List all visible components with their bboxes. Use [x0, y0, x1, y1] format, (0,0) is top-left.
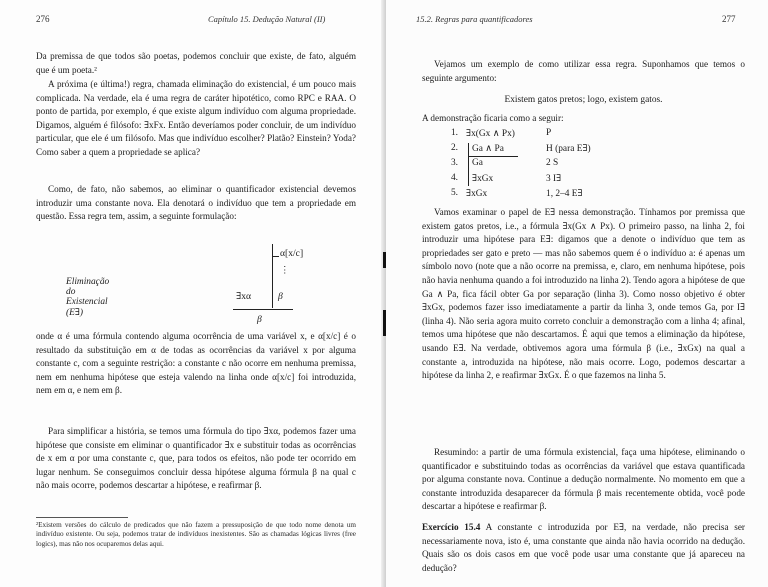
- hypothesis-marker: [272, 256, 279, 257]
- argument-example: Existem gatos pretos; logo, existem gatos.: [504, 95, 663, 105]
- footnote-rule: [36, 517, 128, 518]
- rule-premise: ∃xα: [236, 291, 252, 302]
- proof-hypothesis-bar: [468, 143, 469, 186]
- rule-conclusion: β: [257, 314, 262, 325]
- exercise-text: A constante c introduzida por E∃, na verdade, não precisa ser necessariamente nova, isto é, uma constante que ainda não havia ocorrido na dedução. Quais são os dois casos em que você pode usar uma constante que já apareceu na dedução?: [422, 522, 745, 573]
- left-paragraph-5: Para simplificar a história, se temos uma fórmula do tipo ∃xα, podemos fazer uma hipótese que consiste em eliminar o quantificador ∃x e substituir todas as ocorrências de x em α por uma constante c, que, para todos os efeitos, não pode ter ocorrido em lugar nenhum. Se conseguimos concluir dessa hipótese alguma fórmula β na qual c não mais ocorre, podemos descartar a hipótese, e reafirmar β.: [36, 426, 356, 491]
- page-number-left: 276: [36, 14, 50, 24]
- running-header-left: Capítulo 15. Dedução Natural (II): [208, 14, 326, 24]
- rule-hypothesis: α[x/c]: [280, 248, 304, 259]
- exercise: [422, 521, 745, 575]
- right-paragraph-4: Resumindo: a partir de uma fórmula existencial, faça uma hipótese, eliminando o quantificador e substituindo todas as ocorrências da variável que estava quantificada por alguma constante nova. Continue a dedução normalmente. No momento em que a constante introduzida desaparecer da fórmula β mais recentemente obtida, você pode descartar a hipótese e reafirmar β.: [422, 447, 745, 512]
- page-number-right: 277: [722, 14, 736, 24]
- right-paragraph-2: A demonstração ficaria como a seguir:: [422, 113, 564, 123]
- rule-name: Eliminação do Existencial (E∃): [66, 277, 110, 318]
- exercise-label: Exercício 15.4: [422, 522, 481, 532]
- right-paragraph-1: Vejamos um exemplo de como utilizar essa regra. Suponhamos que temos o seguinte argumento:: [422, 59, 745, 83]
- left-paragraph-2: A próxima (e última!) regra, chamada eliminação do existencial, é um pouco mais complicada. Na verdade, ela é uma regra de caráter hipotético, como RPC e RAA. O ponto de partida, por exemplo, é que existe algum indivíduo com alguma propriedade. Digamos, alguém é filósofo: ∃xFx. Então deveríamos poder concluir, de um indivíduo particular, que ele é um filósofo. Mas que indivíduo escolher? Platão? Einstein? Yoda? Como saber a quem a propriedade se aplica?: [36, 79, 356, 157]
- hypothesis-bar: [272, 244, 273, 308]
- proof-hypothesis-underline: [468, 156, 518, 157]
- left-paragraph-3: Como, de fato, não sabemos, ao eliminar o quantificador existencial devemos introduzir uma constante nova. Ela denotará o indivíduo que tem a propriedade em questão. Essa regra tem, assim, a seguinte formulação:: [36, 184, 356, 222]
- proof-table: 1. ∃x(Gx ∧ Px) P 2. Ga ∧ Pa H (para E∃) 3. Ga 2 S 4. ∃xGx 3 I∃ 5. ∃xGx 1, 2–4 E∃: [450, 128, 591, 199]
- right-page: [386, 0, 768, 587]
- rule-beta: β: [278, 291, 283, 302]
- rule-dots: ⋮: [280, 265, 290, 276]
- left-paragraph-1: Da premissa de que todos são poetas, podemos concluir que existe, de fato, alguém que é um poeta.²: [36, 51, 356, 75]
- right-paragraph-3: Vamos examinar o papel de E∃ nessa demonstração. Tínhamos por premissa que existem gatos pretos, i.e., a fórmula ∃x(Gx ∧ Px). O primeiro passo, na linha 2, foi introduzir uma hipótese para E∃: digamos que a denote o indivíduo que tem as propriedades ser gato e preto — mas não sabemos quem é o indivíduo a: é apenas um símbolo novo (note que a não ocorre na premissa, e, claro, em nenhuma hipótese, pois não havia nenhuma quando a foi introduzido na linha 2). Tendo agora a hipótese de que Ga ∧ Pa, fica fácil obter Ga por separação (linha 3). Como nosso objetivo é obter ∃xGx, podemos fazer isso imediatamente a partir da linha 3, onde temos Ga, por I∃ (linha 4). Não seria agora muito correto concluir a demonstração com a linha 4; afinal, temos uma hipótese que não descartamos. É aqui que temos a eliminação da hipótese, usando E∃. Na verdade, obtivemos agora uma fórmula β (i.e., ∃xGx) na qual a constante a, introduzida na hipótese, não mais ocorre. Logo, podemos descartar a hipótese da linha 2, e reafirmar ∃xGx. É o que fazemos na linha 5.: [422, 207, 745, 381]
- running-header-right: 15.2. Regras para quantificadores: [416, 14, 533, 24]
- left-paragraph-4: onde α é uma fórmula contendo alguma ocorrência de uma variável x, e α[x/c] é o resultado da substituição em α de todas as ocorrências da variável x por alguma constante c, com a seguinte restrição: a constante c não ocorre em nenhuma premissa, nem em nenhuma hipótese que esteja valendo na linha onde α[x/c] foi introduzida, nem em α, e nem em β.: [36, 331, 356, 396]
- rule-inference-line: [233, 309, 293, 310]
- footnote: ²Existem versões do cálculo de predicados que não fazem a pressuposição de que todo nome denota um indivíduo existente. Ou seja, podemos tratar de indivíduos inexistentes. São as chamadas lógicas livres (free logics), mas não nos ocuparemos delas aqui.: [36, 521, 356, 548]
